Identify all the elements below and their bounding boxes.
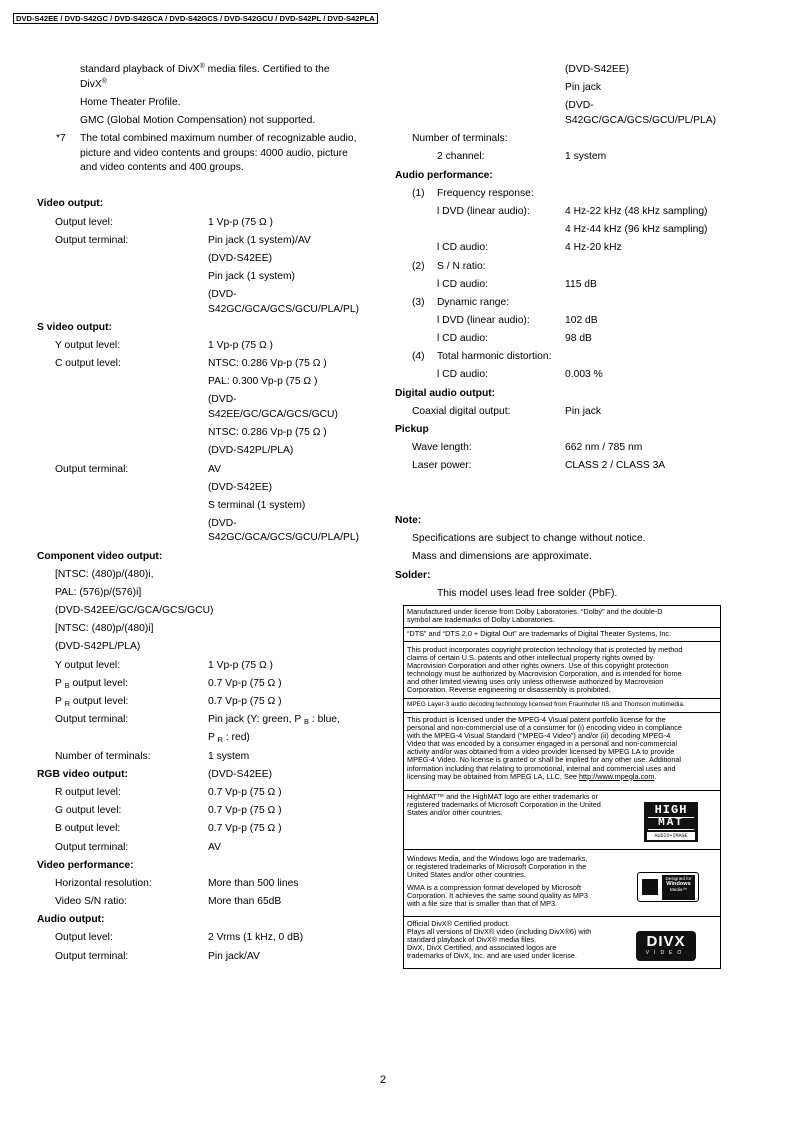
mp3-notice: MPEG Layer-3 audio decoding technology licensed from Fraunhofer IIS and Thomson multimedia. <box>407 701 685 708</box>
video-output-level-label: Output level: <box>55 217 113 228</box>
dr-dvd-label: l DVD (linear audio): <box>437 315 530 326</box>
divx-logo: DIVX VIDEO <box>636 931 696 961</box>
s-video-terminal-value-2: (DVD-S42EE) <box>208 482 273 493</box>
solder-text: This model uses lead free solder (PbF). <box>437 588 618 599</box>
s-video-terminal-value-4: (DVD- <box>208 518 237 529</box>
component-pr-label: P $_R$ output level: <box>55 696 129 708</box>
s-video-y-label: Y output level: <box>55 340 121 351</box>
freq-dvd-value-1: 4 Hz-22 kHz (48 kHz sampling) <box>565 206 708 217</box>
divider <box>404 916 720 917</box>
divider <box>404 627 720 628</box>
video-output-level-value: 1 Vp-p (75 Ω ) <box>208 217 273 228</box>
component-line-2: PAL: (576)p/(576)i] <box>55 587 142 598</box>
note-line-1: Specifications are subject to change without notice. <box>412 533 646 544</box>
intro-line-3: Home Theater Profile. <box>80 97 181 108</box>
windows-media-notice: Windows Media, and the Windows logo are trademarks, or registered trademarks of Microsoft Corporation in the United States and/or other countries. <box>407 854 588 880</box>
video-terminal-value-3: Pin jack (1 system) <box>208 271 295 282</box>
dr-cd-value: 98 dB <box>565 333 592 344</box>
horizontal-resolution-value: More than 500 lines <box>208 878 299 889</box>
document-header: DVD-S42EE / DVD-S42GC / DVD-S42GCA / DVD-S42GCS / DVD-S42GCU / DVD-S42PL / DVD-S42PLA <box>13 13 378 24</box>
frequency-response-label: Frequency response: <box>437 188 534 199</box>
note-7-line-2: picture and video contents and groups: 4000 audio, picture <box>80 148 348 159</box>
audio-performance-title: Audio performance: <box>395 170 493 181</box>
rgb-video-title: RGB video output: <box>37 769 128 780</box>
s-video-c-value-1: NTSC: 0.286 Vp-p (75 Ω ) <box>208 358 327 369</box>
component-terminal-value-1: Pin jack (Y: green, P $_B$ : blue, <box>208 714 340 726</box>
windows-media-logo: Designed for Windows Media™ <box>637 872 699 902</box>
rgb-terminal-label: Output terminal: <box>55 842 129 853</box>
pickup-title: Pickup <box>395 424 429 435</box>
wave-length-value: 662 nm / 785 nm <box>565 442 643 453</box>
video-sn-value: More than 65dB <box>208 896 282 907</box>
component-terminals-label: Number of terminals: <box>55 751 151 762</box>
dr-dvd-value: 102 dB <box>565 315 598 326</box>
freq-dvd-value-2: 4 Hz-44 kHz (96 kHz sampling) <box>565 224 708 235</box>
dynamic-range-label: Dynamic range: <box>437 297 510 308</box>
freq-cd-value: 4 Hz-20 kHz <box>565 242 622 253</box>
video-terminal-value-5: S42GC/GCA/GCS/GCU/PLA/PL) <box>208 304 360 315</box>
component-line-4: [NTSC: (480)p/(480)i] <box>55 623 154 634</box>
video-terminal-value-2: (DVD-S42EE) <box>208 253 273 264</box>
wma-notice: WMA is a compression format developed by Microsoft Corporation. It achieves the same sound quality as MP3 with a file size that is smaller than that of MP3. <box>407 883 588 909</box>
s-video-c-value-3: (DVD- <box>208 394 237 405</box>
s-video-c-value-5: NTSC: 0.286 Vp-p (75 Ω ) <box>208 427 327 438</box>
rgb-b-label: B output level: <box>55 823 121 834</box>
page-number: 2 <box>380 1074 387 1086</box>
rgb-g-value: 0.7 Vp-p (75 Ω ) <box>208 805 282 816</box>
note-7-mark: *7 <box>56 133 66 144</box>
audio-output-title: Audio output: <box>37 914 105 925</box>
component-line-1: [NTSC: (480)p/(480)i, <box>55 569 154 580</box>
audio-terminals-label: Number of terminals: <box>412 133 508 144</box>
rgb-terminal-value: AV <box>208 842 221 853</box>
divider <box>404 790 720 791</box>
two-channel-value: 1 system <box>565 151 607 162</box>
audio-terminal-value-1: (DVD-S42EE) <box>565 64 630 75</box>
freq-dvd-label: l DVD (linear audio): <box>437 206 530 217</box>
intro-line-4: GMC (Global Motion Compensation) not supported. <box>80 115 316 126</box>
intro-line-1: standard playback of DivX® media files. Certified to the <box>80 63 330 75</box>
video-performance-title: Video performance: <box>37 860 134 871</box>
audio-output-level-value: 2 Vrms (1 kHz, 0 dB) <box>208 932 304 943</box>
audio-terminal-value-3: (DVD- <box>565 100 594 111</box>
license-box <box>403 605 721 969</box>
dts-notice: “DTS” and “DTS 2.0 + Digital Out” are trademarks of Digital Theater Systems, Inc. <box>407 629 672 638</box>
macrovision-notice: This product incorporates copyright protection technology that is protected by method claims of certain U.S. patents and other intellectual property rights owned by Macrovision Corporation and other rights owners. Use of this copyright protection technology must be authorized by Macrovision Corporation, and is intended for home and other limited viewing uses only unless otherwise authorized by Macrovision Corporation. Reverse engineering or disassembly is prohibited. <box>407 645 683 695</box>
rgb-g-label: G output level: <box>55 805 122 816</box>
video-terminal-value-4: (DVD- <box>208 289 237 300</box>
two-channel-label: 2 channel: <box>437 151 485 162</box>
rgb-b-value: 0.7 Vp-p (75 Ω ) <box>208 823 282 834</box>
note-line-2: Mass and dimensions are approximate. <box>412 551 592 562</box>
s-video-c-label: C output level: <box>55 358 121 369</box>
dolby-notice: Manufactured under license from Dolby Laboratories. “Dolby” and the double-D symbol are trademarks of Dolby Laboratories. <box>407 607 663 625</box>
wave-length-label: Wave length: <box>412 442 472 453</box>
note-7-line-3: and video contents and 400 groups. <box>80 162 244 173</box>
note-7-line-1: The total combined maximum number of recognizable audio, <box>80 133 357 144</box>
num-1: (1) <box>412 188 425 199</box>
divider <box>404 849 720 850</box>
component-video-title: Component video output: <box>37 551 163 562</box>
video-output-terminal-label: Output terminal: <box>55 235 129 246</box>
mpeg4-notice: This product is licensed under the MPEG-4 Visual patent portfolio license for the personal and non-commercial use of a consumer for (i) encoding video in compliance with the MPEG-4 Visual Standard (“MPEG-4 Video”) and/or (ii) decoding MPEG-4 Video that was encoded by a consumer engaged in a personal and non-commercial activity and/or was obtained from a video provider licensed by MPEG LA to provide MPEG-4 Video. No license is granted or shall be implied for any other use. Additional information including that relating to promotional, internal and commercial uses and licensing may be obtained from MPEG LA, LLC. See http://www.mpegla.com. <box>407 715 682 781</box>
s-video-c-value-6: (DVD-S42PL/PLA) <box>208 445 294 456</box>
audio-terminal-value-4: S42GC/GCA/GCS/GCU/PL/PLA) <box>565 115 717 126</box>
s-video-c-value-4: S42EE/GC/GCA/GCS/GCU) <box>208 409 338 420</box>
rgb-r-label: R output level: <box>55 787 121 798</box>
sn-cd-label: l CD audio: <box>437 279 488 290</box>
windows-flag-icon <box>642 879 658 895</box>
divx-notice: Official DivX® Certified product. Plays all versions of DivX® video (including DivX®6) with standard playback of DivX® media files. DivX, DivX Certified, and associated logos are trademarks of DivX, Inc. and are used under license. <box>407 919 592 961</box>
num-3: (3) <box>412 297 425 308</box>
audio-output-terminal-label: Output terminal: <box>55 951 129 962</box>
num-4: (4) <box>412 351 425 362</box>
num-2: (2) <box>412 261 425 272</box>
intro-line-2: DivX® <box>80 78 107 90</box>
horizontal-resolution-label: Horizontal resolution: <box>55 878 152 889</box>
component-terminal-label: Output terminal: <box>55 714 129 725</box>
audio-output-terminal-value: Pin jack/AV <box>208 951 260 962</box>
video-sn-label: Video S/N ratio: <box>55 896 127 907</box>
coaxial-value: Pin jack <box>565 406 602 417</box>
thd-cd-value: 0.003 % <box>565 369 603 380</box>
note-title: Note: <box>395 515 422 526</box>
s-video-terminal-label: Output terminal: <box>55 464 129 475</box>
thd-cd-label: l CD audio: <box>437 369 488 380</box>
s-video-terminal-value-1: AV <box>208 464 221 475</box>
component-pb-label: P $_B$ output level: <box>55 678 128 690</box>
rgb-video-title-value: (DVD-S42EE) <box>208 769 273 780</box>
component-pb-value: 0.7 Vp-p (75 Ω ) <box>208 678 282 689</box>
s-video-title: S video output: <box>37 322 112 333</box>
digital-audio-title: Digital audio output: <box>395 388 496 399</box>
sn-ratio-label: S / N ratio: <box>437 261 486 272</box>
s-video-terminal-value-3: S terminal (1 system) <box>208 500 306 511</box>
audio-terminal-value-2: Pin jack <box>565 82 602 93</box>
component-line-3: (DVD-S42EE/GC/GCA/GCS/GCU) <box>55 605 214 616</box>
divider <box>404 641 720 642</box>
freq-cd-label: l CD audio: <box>437 242 488 253</box>
video-terminal-value-1: Pin jack (1 system)/AV <box>208 235 311 246</box>
component-pr-value: 0.7 Vp-p (75 Ω ) <box>208 696 282 707</box>
component-terminal-value-2: P $_R$ : red) <box>208 732 250 744</box>
highmat-notice: HighMAT™ and the HighMAT logo are either trademarks or registered trademarks of Microsoft Corporation in the United States and/or other countries. <box>407 792 601 818</box>
component-y-label: Y output level: <box>55 660 121 671</box>
component-y-value: 1 Vp-p (75 Ω ) <box>208 660 273 671</box>
mpegla-link[interactable]: http://www.mpegla.com <box>578 771 655 781</box>
thd-label: Total harmonic distortion: <box>437 351 552 362</box>
coaxial-label: Coaxial digital output: <box>412 406 511 417</box>
laser-power-value: CLASS 2 / CLASS 3A <box>565 460 666 471</box>
rgb-r-value: 0.7 Vp-p (75 Ω ) <box>208 787 282 798</box>
audio-output-level-label: Output level: <box>55 932 113 943</box>
highmat-logo: HIGH MAT AUDIO+IMAGE <box>644 802 698 842</box>
sn-cd-value: 115 dB <box>565 279 597 290</box>
component-terminals-value: 1 system <box>208 751 250 762</box>
s-video-terminal-value-5: S42GC/GCA/GCS/GCU/PLA/PL) <box>208 532 360 543</box>
laser-power-label: Laser power: <box>412 460 472 471</box>
video-output-title: Video output: <box>37 198 104 209</box>
solder-title: Solder: <box>395 570 431 581</box>
dr-cd-label: l CD audio: <box>437 333 488 344</box>
s-video-c-value-2: PAL: 0.300 Vp-p (75 Ω ) <box>208 376 318 387</box>
divider <box>404 712 720 713</box>
s-video-y-value: 1 Vp-p (75 Ω ) <box>208 340 273 351</box>
divider <box>404 698 720 699</box>
component-line-5: (DVD-S42PL/PLA) <box>55 641 141 652</box>
